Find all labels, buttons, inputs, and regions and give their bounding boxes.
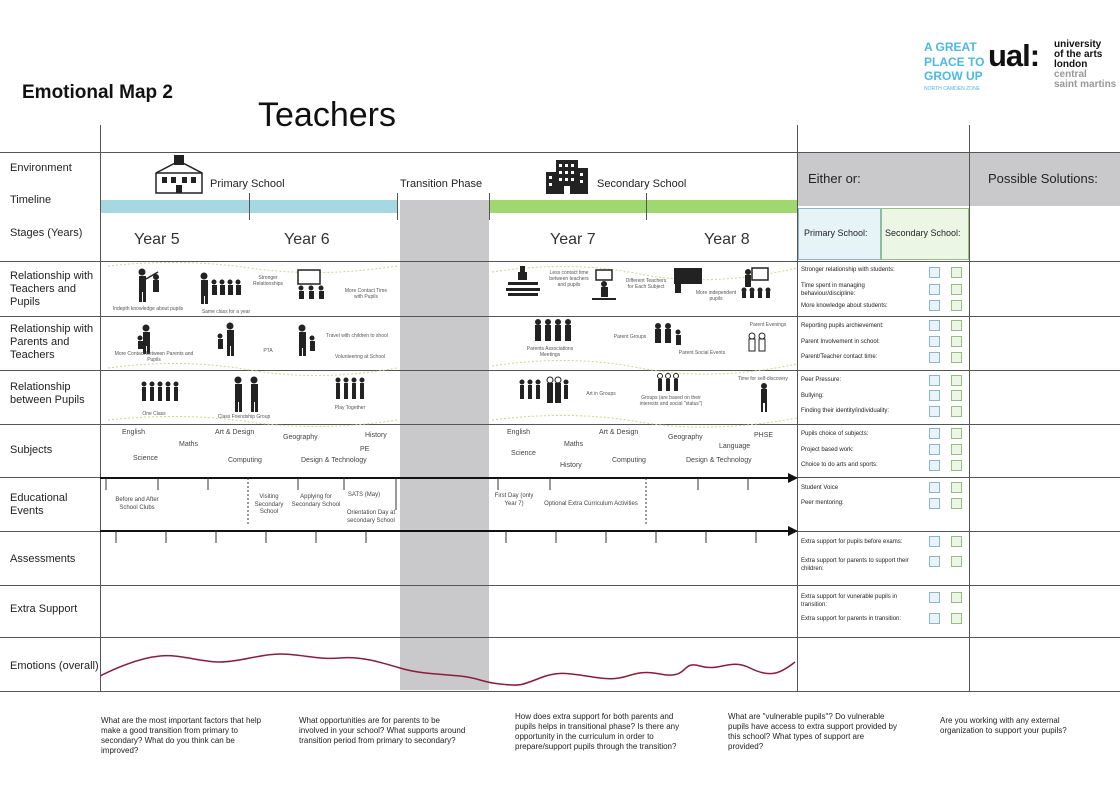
- university-name: university of the arts london: [1054, 39, 1103, 70]
- subject-maths-secondary: Maths: [564, 441, 584, 448]
- subject-maths-primary: Maths: [179, 441, 199, 448]
- note-one-class: One Class: [142, 411, 166, 417]
- event-clubs: Before and After School Clubs: [115, 497, 159, 511]
- possible-solutions-label: Possible Solutions:: [988, 171, 1098, 186]
- checkbox-secondary[interactable]: [951, 284, 962, 295]
- ual-logo: ual:: [988, 38, 1040, 73]
- checkbox-primary[interactable]: [929, 406, 940, 417]
- checkbox-primary[interactable]: [929, 352, 940, 363]
- subject-art-secondary: Art & Design: [599, 429, 639, 436]
- checkbox-secondary[interactable]: [951, 536, 962, 547]
- note-pta: PTA: [263, 348, 273, 354]
- checkbox-secondary[interactable]: [951, 390, 962, 401]
- criterion-stronger-relationship: Stronger relationship with students:: [801, 267, 895, 273]
- row-emotions: Emotions (overall): [10, 660, 99, 672]
- checkbox-primary[interactable]: [929, 444, 940, 455]
- checkbox-primary[interactable]: [929, 284, 940, 295]
- checkbox-secondary[interactable]: [951, 267, 962, 278]
- checkbox-primary[interactable]: [929, 336, 940, 347]
- either-or-label: Either or:: [808, 171, 861, 186]
- checkbox-secondary[interactable]: [951, 428, 962, 439]
- row-environment: Environment: [10, 162, 72, 174]
- note-parent-social: Parent Social Events: [678, 350, 726, 356]
- checkbox-secondary[interactable]: [951, 460, 962, 471]
- note-play-together: Play Together: [334, 405, 366, 411]
- checkbox-primary[interactable]: [929, 267, 940, 278]
- subject-geography-primary: Geography: [283, 434, 318, 441]
- subject-english-secondary: English: [507, 429, 530, 436]
- criterion-parent-involvement: Parent Involvement in school:: [801, 339, 880, 345]
- note-art-groups: Art in Groups: [586, 391, 616, 397]
- checkbox-secondary[interactable]: [951, 556, 962, 567]
- checkbox-primary[interactable]: [929, 390, 940, 401]
- subject-computing-secondary: Computing: [612, 457, 646, 464]
- note-volunteering: Volunteering at School: [334, 354, 386, 360]
- question-2: What opportunities are for parents to be involved in your school? What supports around transition period from primary to secondary?: [299, 716, 466, 745]
- criterion-subject-choice: Pupils choice of subjects:: [801, 431, 869, 437]
- row-timeline: Timeline: [10, 194, 52, 206]
- event-orientation: Orientation Day at secondary School: [346, 510, 396, 524]
- checkbox-secondary[interactable]: [951, 375, 962, 386]
- subject-dt-primary: Design & Technology: [301, 457, 367, 464]
- subject-language-secondary: Language: [719, 443, 751, 450]
- primary-school-building-icon: [154, 155, 204, 195]
- criterion-project-work: Project based work:: [801, 447, 854, 453]
- question-3: How does extra support for both parents and pupils helps in transitional phase? Is there any opportunity in the curriculum in order to prepare/support pupils through the transition?: [515, 712, 680, 751]
- note-indepth-knowledge: Indepth knowledge about pupils: [112, 306, 184, 312]
- checkbox-primary[interactable]: [929, 375, 940, 386]
- checkbox-primary[interactable]: [929, 320, 940, 331]
- subject-science-secondary: Science: [511, 450, 536, 457]
- checkbox-primary[interactable]: [929, 613, 940, 624]
- checkbox-secondary[interactable]: [951, 482, 962, 493]
- checkbox-primary[interactable]: [929, 556, 940, 567]
- note-independent-pupils: More independent pupils: [695, 290, 737, 302]
- criterion-exams-support: Extra support for pupils before exams:: [801, 539, 903, 545]
- checkbox-secondary[interactable]: [951, 320, 962, 331]
- map-title: Emotional Map 2: [22, 82, 173, 103]
- checkbox-secondary[interactable]: [951, 336, 962, 347]
- page-title: Teachers: [258, 96, 396, 134]
- subject-english-primary: English: [122, 429, 145, 436]
- note-different-teachers: Different Teachers for Each Subject: [625, 278, 667, 290]
- note-more-contact-parents: More Contact between Parents and Pupils: [114, 351, 194, 363]
- year-6: Year 6: [284, 231, 330, 248]
- subject-history-primary: History: [365, 432, 387, 439]
- checkbox-primary[interactable]: [929, 536, 940, 547]
- college-name: central saint martins: [1054, 69, 1117, 90]
- row-subjects: Subjects: [10, 444, 53, 456]
- note-stronger-relationships: Stronger Relationships: [252, 275, 284, 287]
- event-visiting: Visiting Secondary School: [254, 494, 284, 515]
- row-rel-pupils: Relationship between Pupils: [10, 381, 85, 406]
- event-first-day: First Day (only Year 7): [494, 493, 534, 507]
- year-7: Year 7: [550, 231, 596, 248]
- timeline-arrows: [100, 470, 800, 550]
- subject-geography-secondary: Geography: [668, 434, 703, 441]
- secondary-col-label: Secondary School:: [885, 228, 961, 238]
- emotion-curve: [100, 638, 800, 698]
- criterion-student-voice: Student Voice: [801, 485, 839, 491]
- note-class-friendship: Class Friendship Group: [217, 414, 271, 420]
- checkbox-secondary[interactable]: [951, 592, 962, 603]
- subject-dt-secondary: Design & Technology: [686, 457, 752, 464]
- question-5: Are you working with any external organization to support your pupils?: [940, 716, 1067, 735]
- note-parent-groups: Parent Groups: [613, 334, 647, 340]
- criterion-identity: Finding their identity/individuality:: [801, 408, 890, 414]
- note-travel: Travel with children to shool: [326, 333, 388, 339]
- question-1: What are the most important factors that help make a good transition from primary to secondary? What do you think can be improved?: [101, 716, 262, 755]
- criterion-arts-sports: Choice to do arts and sports:: [801, 462, 878, 468]
- note-same-class: Same class for a year: [201, 309, 251, 315]
- note-groups-interests: Groups (are based on their interests and social "status"): [639, 395, 703, 407]
- checkbox-secondary[interactable]: [951, 406, 962, 417]
- checkbox-secondary[interactable]: [951, 300, 962, 311]
- year-5: Year 5: [134, 231, 180, 248]
- note-self-discovery: Time for self-discovery: [737, 376, 789, 382]
- primary-col-label: Primary School:: [804, 228, 868, 238]
- checkbox-secondary[interactable]: [951, 613, 962, 624]
- subject-science-primary: Science: [133, 455, 158, 462]
- checkbox-primary[interactable]: [929, 428, 940, 439]
- note-more-contact: More Contact Time with Pupils: [344, 288, 388, 300]
- note-parents-associations: Parents Associations Meetings: [526, 346, 574, 358]
- subject-computing-primary: Computing: [228, 457, 262, 464]
- checkbox-primary[interactable]: [929, 482, 940, 493]
- checkbox-primary[interactable]: [929, 592, 940, 603]
- checkbox-secondary[interactable]: [951, 498, 962, 509]
- subject-art-primary: Art & Design: [215, 429, 255, 436]
- checkbox-primary[interactable]: [929, 498, 940, 509]
- criteria-list: [798, 0, 969, 791]
- event-extra-activities: Optional Extra Curriculum Activities: [544, 501, 638, 507]
- year-8: Year 8: [704, 231, 750, 248]
- primary-school-label: Primary School: [210, 178, 285, 190]
- criterion-more-knowledge: More knowledge about students:: [801, 303, 888, 309]
- row-rel-parents: Relationship with Parents and Teachers: [10, 323, 94, 361]
- checkbox-primary[interactable]: [929, 300, 940, 311]
- criterion-parent-transition: Extra support for parents in transition:: [801, 616, 902, 622]
- row-educational-events: Educational Events: [10, 492, 68, 517]
- secondary-school-building-icon: [546, 158, 588, 196]
- subject-pe-primary: PE: [360, 446, 370, 453]
- question-4: What are "vulnerable pupils"? Do vulnerable pupils have access to extra support provided by this school? What types of support are provided?: [728, 712, 897, 751]
- event-applying: Applying for Secondary School: [291, 494, 341, 508]
- criterion-vulnerable-support: Extra support for vunerable pupils in transition:: [801, 594, 898, 608]
- teacher-pupil-figures-icon: [106, 264, 396, 308]
- event-sats: SATS (May): [347, 492, 381, 498]
- row-stages: Stages (Years): [10, 227, 83, 239]
- criterion-peer-pressure: Peer Pressure:: [801, 377, 842, 383]
- criterion-time-behaviour: Time spent in managing behaviour/discipline:: [801, 283, 865, 297]
- row-assessments: Assessments: [10, 553, 76, 565]
- subject-phse-secondary: PHSE: [754, 432, 774, 439]
- criterion-reporting: Reporting pupils archievement:: [801, 323, 884, 329]
- secondary-timeline-bar: [490, 200, 797, 213]
- row-extra-support: Extra Support: [10, 603, 78, 615]
- note-less-contact: Less contact time between teachers and pupils: [549, 270, 589, 288]
- great-place-sub: NORTH CAMDEN ZONE: [924, 86, 981, 92]
- subject-history-secondary: History: [560, 462, 582, 469]
- note-parent-evenings: Parent Evenings: [749, 322, 787, 328]
- great-place-logo: A GREAT PLACE TO GROW UP: [924, 40, 985, 83]
- checkbox-secondary[interactable]: [951, 444, 962, 455]
- criterion-bullying: Bullying:: [801, 393, 824, 399]
- checkbox-primary[interactable]: [929, 460, 940, 471]
- criterion-parent-contact: Parent/Teacher contact time:: [801, 354, 878, 360]
- checkbox-secondary[interactable]: [951, 352, 962, 363]
- criterion-parent-support: Extra support for parents to support their children:: [801, 558, 909, 572]
- criterion-peer-mentoring: Peer mentoring:: [801, 500, 844, 506]
- secondary-school-label: Secondary School: [597, 178, 687, 190]
- row-rel-teachers: Relationship with Teachers and Pupils: [10, 270, 94, 308]
- transition-phase-label: Transition Phase: [400, 178, 483, 190]
